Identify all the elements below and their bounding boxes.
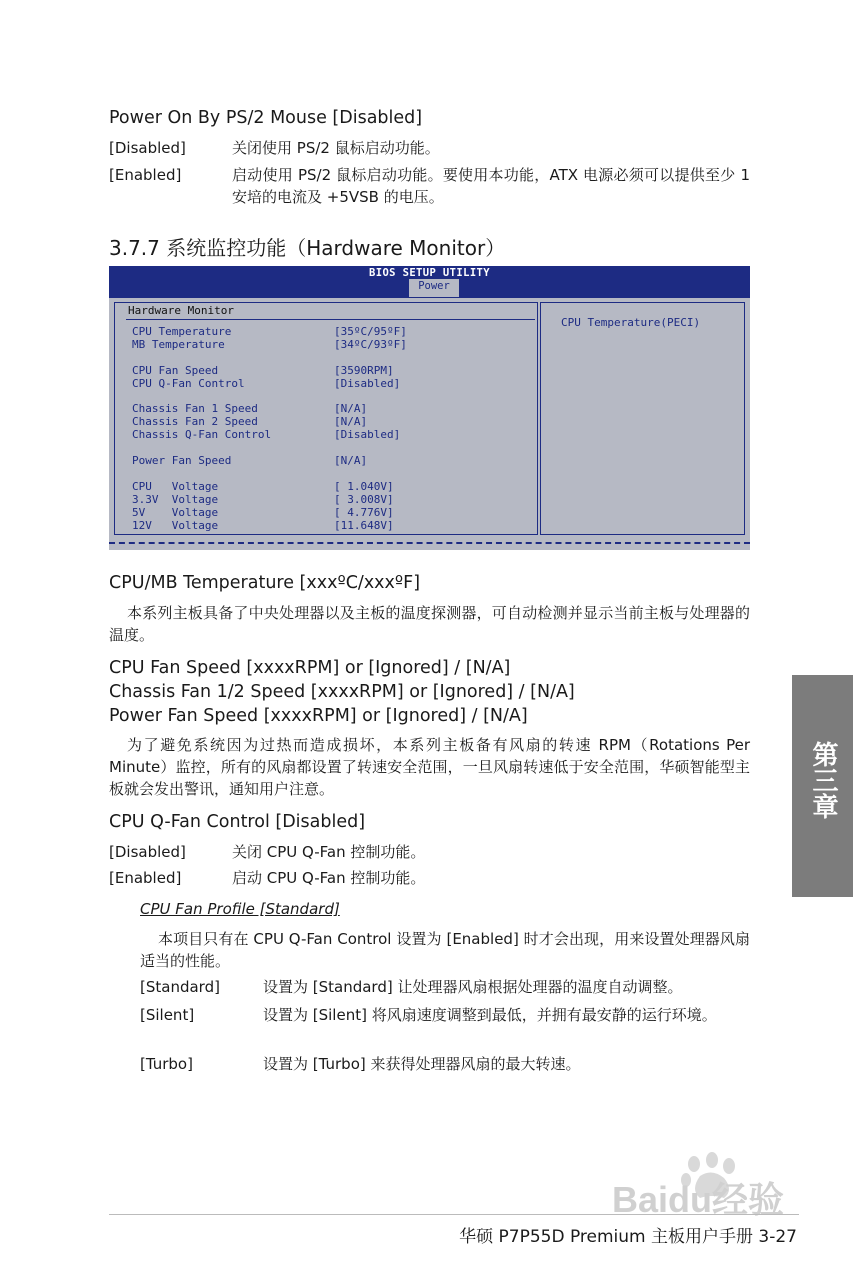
bios-item-label: CPU Q-Fan Control <box>132 377 245 390</box>
option-key: [Disabled] <box>109 843 186 861</box>
section-title: 3.7.7 系统监控功能（Hardware Monitor） <box>109 236 506 260</box>
bios-help-text: CPU Temperature(PECI) <box>561 316 701 329</box>
bios-item-value: [Disabled] <box>334 428 401 441</box>
option-key: [Enabled] <box>109 869 182 887</box>
fan-profile-heading: CPU Fan Profile [Standard] <box>140 900 340 918</box>
bios-tab-power: Power <box>409 279 459 297</box>
option-desc: 设置为 [Turbo] 来获得处理器风扇的最大转速。 <box>263 1055 581 1073</box>
bios-item-label: 5V Voltage <box>132 506 219 519</box>
option-key: [Standard] <box>140 978 220 996</box>
bios-title-bar <box>109 266 750 298</box>
ps2-heading: Power On By PS/2 Mouse [Disabled] <box>109 108 423 128</box>
option-desc: 关闭使用 PS/2 鼠标启动功能。 <box>232 139 440 157</box>
option-desc: 启动 CPU Q-Fan 控制功能。 <box>232 869 426 887</box>
bios-main-panel <box>114 302 538 535</box>
option-desc: 启动使用 PS/2 鼠标启动功能。要使用本功能，ATX 电源必须可以提供至少 1 安培的电流及 +5VSB 的电压。 <box>232 166 750 206</box>
bios-item-label: CPU Temperature <box>132 325 232 338</box>
bios-item-label: CPU Voltage <box>132 480 219 493</box>
fan-speed-text: 为了避免系统因为过热而造成损坏，本系列主板备有风扇的转速 RPM（Rotations Per Minute）监控，所有的风扇都设置了转速安全范围，一旦风扇转速低于安全范围，华硕智能型主板就会发出警讯，通知用户注意。 <box>109 736 750 798</box>
fan-profile-text: 本项目只有在 CPU Q-Fan Control 设置为 [Enabled] 时才会出现，用来设置处理器风扇适当的性能。 <box>140 930 750 970</box>
qfan-heading: CPU Q-Fan Control [Disabled] <box>109 812 366 832</box>
bios-title: BIOS SETUP UTILITY <box>369 267 490 279</box>
bios-item-value: [ 3.008V] <box>334 493 394 506</box>
bios-item-label: Chassis Fan 1 Speed <box>132 402 258 415</box>
temperature-text: 本系列主板具备了中央处理器以及主板的温度探测器，可自动检测并显示当前主板与处理器的温度。 <box>109 604 750 644</box>
footer-text: 华硕 P7P55D Premium 主板用户手册 3-27 <box>459 1227 797 1247</box>
temperature-heading: CPU/MB Temperature [xxxºC/xxxºF] <box>109 573 421 593</box>
bios-screenshot <box>109 266 750 550</box>
bios-item-label: Power Fan Speed <box>132 454 232 467</box>
chapter-tab <box>792 675 853 897</box>
fan-speed-heading-cpu: CPU Fan Speed [xxxxRPM] or [Ignored] / [N/A] <box>109 658 511 678</box>
chapter-tab-label: 第三章 <box>808 741 838 819</box>
bios-item-value: [N/A] <box>334 402 368 415</box>
bios-item-label: 12V Voltage <box>132 519 219 532</box>
option-desc: 设置为 [Standard] 让处理器风扇根据处理器的温度自动调整。 <box>263 978 683 996</box>
bios-item-label: MB Temperature <box>132 338 225 351</box>
option-key: [Enabled] <box>109 166 182 184</box>
bios-item-value: [N/A] <box>334 415 368 428</box>
fan-speed-heading-power: Power Fan Speed [xxxxRPM] or [Ignored] / [N/A] <box>109 706 528 726</box>
option-key: [Turbo] <box>140 1055 193 1073</box>
bios-item-label: Chassis Fan 2 Speed <box>132 415 258 428</box>
bios-divider <box>126 319 535 320</box>
bios-item-value: [Disabled] <box>334 377 401 390</box>
bios-item-label: Chassis Q-Fan Control <box>132 428 272 441</box>
bios-dashed-border <box>109 542 750 544</box>
bios-item-value: [ 1.040V] <box>334 480 394 493</box>
option-key: [Disabled] <box>109 139 186 157</box>
bios-item-value: [ 4.776V] <box>334 506 394 519</box>
bios-item-value: [35ºC/95ºF] <box>334 325 407 338</box>
option-desc: 设置为 [Silent] 将风扇速度调整到最低，并拥有最安静的运行环境。 <box>263 1006 717 1024</box>
bios-help-panel <box>540 302 745 535</box>
bios-item-value: [N/A] <box>334 454 368 467</box>
bios-item-value: [3590RPM] <box>334 364 394 377</box>
footer-rule <box>109 1214 799 1215</box>
bios-item-value: [34ºC/93ºF] <box>334 338 407 351</box>
watermark-text: Baidu经验 <box>612 1179 785 1220</box>
bios-item-label: 3.3V Voltage <box>132 493 219 506</box>
option-key: [Silent] <box>140 1006 195 1024</box>
fan-speed-heading-chassis: Chassis Fan 1/2 Speed [xxxxRPM] or [Ignored] / [N/A] <box>109 682 575 702</box>
bios-section-title: Hardware Monitor <box>128 304 234 317</box>
bios-item-label: CPU Fan Speed <box>132 364 219 377</box>
bios-item-value: [11.648V] <box>334 519 394 532</box>
option-desc: 关闭 CPU Q-Fan 控制功能。 <box>232 843 426 861</box>
